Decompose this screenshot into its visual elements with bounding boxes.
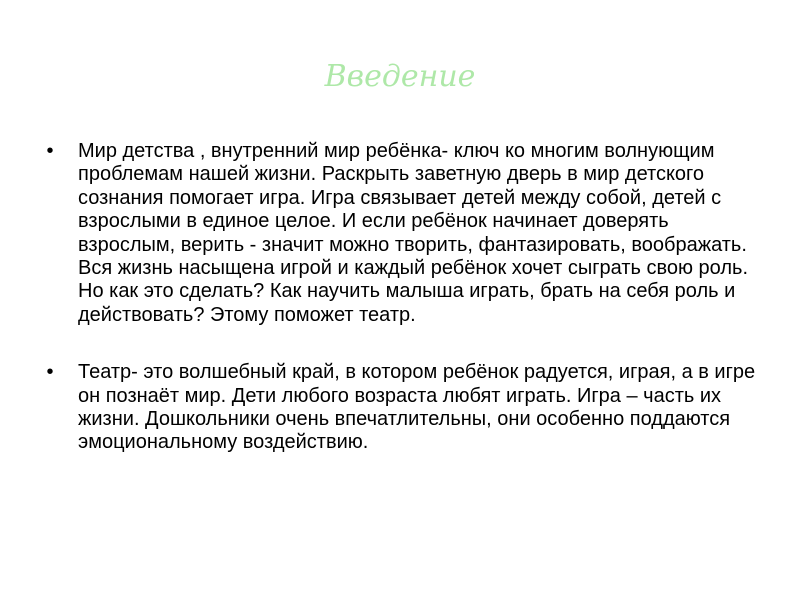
bullet-text: Театр- это волшебный край, в котором ребёнок радуется, играя, а в игре он познаёт мир. Дети любого возраста любят играть. Игра – часть их жизни. Дошкольники очень впечатлительны, они особенно поддаются эмоциональному воздействию. — [78, 361, 756, 454]
bullet-text: Мир детства , внутренний мир ребёнка- ключ ко многим волнующим проблемам нашей жизни. Раскрыть заветную дверь в мир детского сознания помогает игра. Игра связывает детей между собой, детей с взрослыми в единое целое. И если ребёнок начинает доверять взрослым, верить - значит можно творить, фантазировать, воображать. Вся жизнь насыщена игрой и каждый ребёнок хочет сыграть свою роль. Но как это сделать? Как научить малыша играть, брать на себя роль и действовать? Этому поможет театр. — [78, 140, 748, 326]
bullet-item — [42, 140, 764, 327]
bullet-item — [42, 361, 764, 455]
bullet-list — [42, 140, 764, 489]
slide-title: Введение — [324, 59, 476, 94]
bullet-icon: • — [46, 361, 54, 384]
bullet-icon: • — [46, 140, 54, 162]
